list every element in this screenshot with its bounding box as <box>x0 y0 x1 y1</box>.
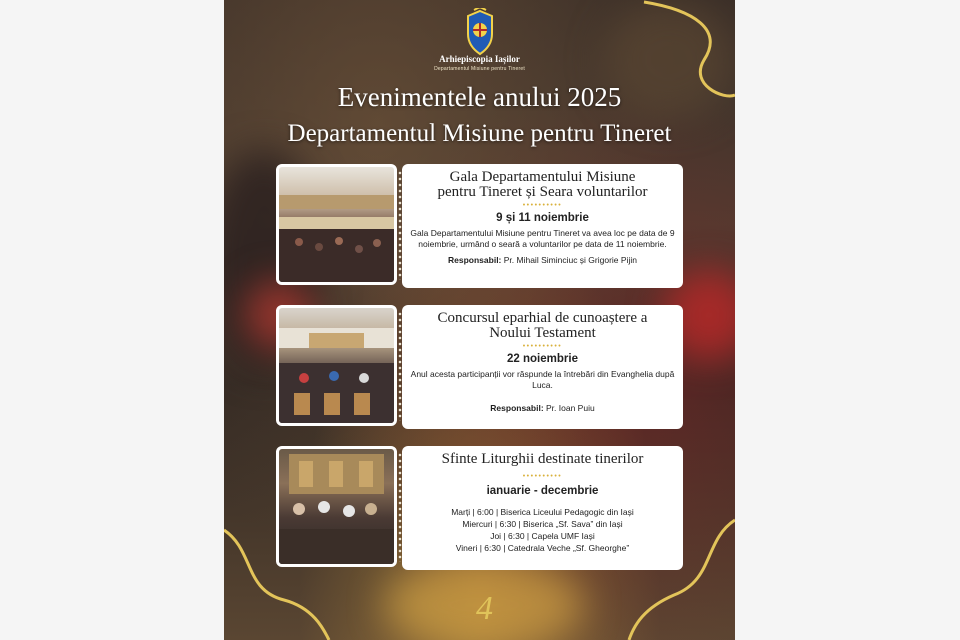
photo-contest-illustration <box>279 308 394 423</box>
event-card-contest <box>402 305 683 429</box>
page-title: Evenimentele anului 2025 <box>337 82 622 112</box>
schedule-row: Marți | 6:00 | Biserica Liceului Pedagogic din Iași <box>451 507 634 517</box>
event-title: Gala Departamentului Misiune <box>449 169 636 185</box>
photo-hall-illustration <box>279 167 394 282</box>
event-title: Concursul eparhial de cunoaștere a <box>437 310 648 326</box>
event-card-gala <box>402 164 683 288</box>
event-date: 22 noiembrie <box>507 353 578 365</box>
page-number: 4 <box>476 590 493 627</box>
schedule-row: Vineri | 6:30 | Catedrala Veche „Sf. Gheorghe” <box>455 543 630 553</box>
archdiocese-crest-icon <box>460 8 500 58</box>
event-photo-gala <box>276 164 397 285</box>
page-subtitle: Departamentul Misiune pentru Tineret <box>287 120 672 147</box>
photo-liturgy-illustration <box>279 449 394 564</box>
responsible-value: Pr. Ioan Puiu <box>543 403 595 413</box>
schedule-row: Joi | 6:30 | Capela UMF Iași <box>490 531 595 541</box>
gold-dots-separator: •••••••••• <box>522 473 563 480</box>
event-poster <box>224 0 735 640</box>
event-responsible <box>410 255 675 265</box>
event-title: pentru Tineret și Seara voluntarilor <box>437 184 648 200</box>
event-card-liturgy <box>402 446 683 570</box>
responsible-label: Responsabil: <box>448 255 502 265</box>
event-responsible <box>410 403 675 413</box>
org-subtitle: Departamentul Misiune pentru Tineret <box>434 66 525 72</box>
event-title: Sfinte Liturghii destinate tinerilor <box>441 451 644 467</box>
event-photo-contest <box>276 305 397 426</box>
responsible-label: Responsabil: <box>490 403 544 413</box>
event-photo-liturgy <box>276 446 397 567</box>
event-description: Gala Departamentului Misiune pentru Tineret va avea loc pe data de 9 noiembrie, urmând o seară a voluntarilor pe data de 11 noiembrie. <box>410 228 675 249</box>
event-description: Anul acesta participanții vor răspunde la întrebări din Evanghelia după Luca. <box>410 369 675 390</box>
event-date: ianuarie - decembrie <box>486 485 599 497</box>
gold-dots-separator: •••••••••• <box>522 343 563 350</box>
org-name: Arhiepiscopia Iașilor <box>439 54 520 64</box>
event-date: 9 și 11 noiembrie <box>496 212 589 224</box>
event-title: Noului Testament <box>489 325 596 341</box>
gold-dots-separator: •••••••••• <box>522 202 563 209</box>
responsible-value: Pr. Mihail Siminciuc și Grigorie Pijin <box>501 255 637 265</box>
schedule-row: Miercuri | 6:30 | Biserica „Sf. Sava” din Iași <box>462 519 623 529</box>
